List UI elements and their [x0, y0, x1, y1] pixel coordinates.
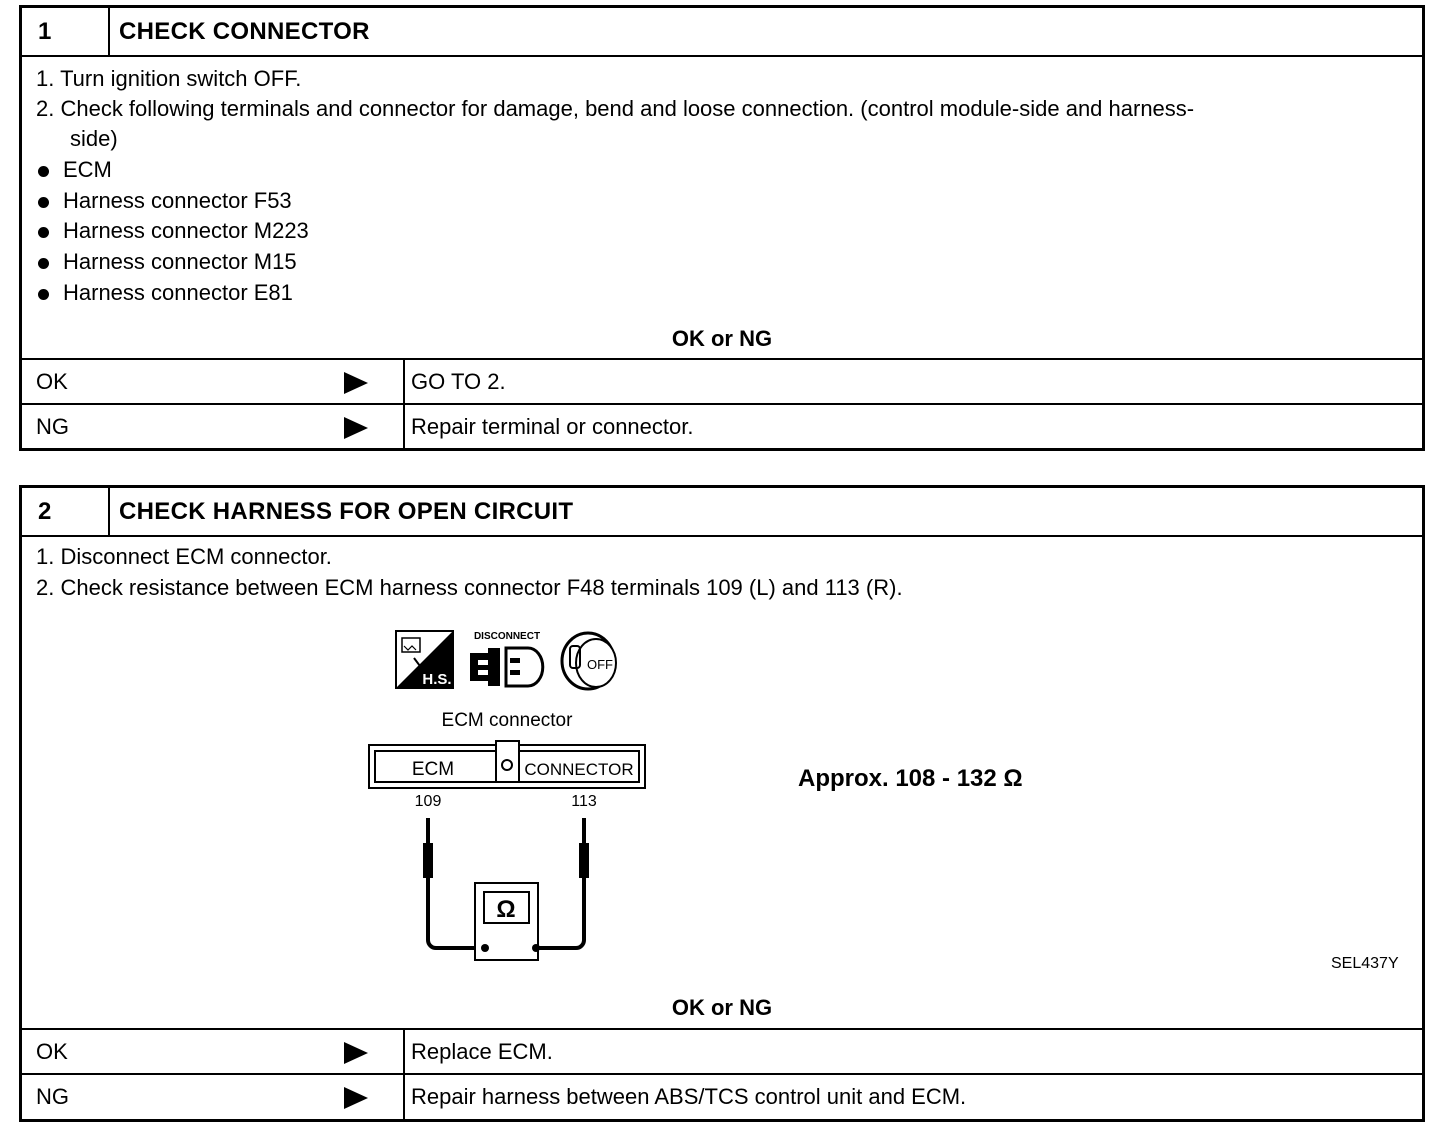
row-divider	[403, 1030, 405, 1074]
result-label: OK	[36, 1039, 68, 1064]
arrow-right-icon	[344, 1087, 368, 1109]
probe-tip-left	[423, 843, 433, 878]
step-1-title: CHECK CONNECTOR	[119, 18, 370, 45]
step-1-result-row-ok	[22, 358, 1422, 404]
bullet-icon	[38, 258, 49, 269]
step-1-instruction: 1. Turn ignition switch OFF.	[36, 66, 302, 91]
step-1-result-row-ng	[22, 403, 1422, 449]
off-label: OFF	[587, 657, 613, 672]
arrow-right-icon	[344, 372, 368, 394]
step-1-box	[19, 5, 1425, 451]
step-2-instruction: 2. Check resistance between ECM harness connector F48 terminals 109 (L) and 113 (R).	[36, 575, 903, 600]
figure-code: SEL437Y	[1331, 955, 1399, 972]
bullet-icon	[38, 197, 49, 208]
hs-label: H.S.	[422, 671, 452, 688]
step-1-bullet-item: ECM	[63, 157, 112, 182]
bullet-icon	[38, 289, 49, 300]
result-label: NG	[36, 1084, 69, 1109]
ignition-off-icon	[562, 633, 616, 689]
step-2-ok-or-ng: OK or NG	[671, 995, 773, 1020]
result-action: Replace ECM.	[411, 1039, 553, 1064]
terminal-109-label: 109	[414, 793, 442, 810]
step-2-title: CHECK HARNESS FOR OPEN CIRCUIT	[119, 498, 574, 525]
step-1-instruction: 2. Check following terminals and connector for damage, bend and loose connection. (control module-side and harness-	[36, 96, 1195, 121]
row-divider	[403, 1075, 405, 1119]
step-1-bullet-item: Harness connector M15	[63, 249, 297, 274]
bullet-icon	[38, 166, 49, 177]
step-2-instruction: 1. Disconnect ECM connector.	[36, 544, 332, 569]
ecm-connector	[369, 741, 645, 788]
row-divider	[403, 405, 405, 449]
terminal-113-label: 113	[571, 793, 597, 810]
result-label: NG	[36, 414, 69, 439]
harness-side-icon	[396, 631, 453, 688]
disconnect-icon	[470, 631, 543, 686]
result-action: Repair harness between ABS/TCS control unit and ECM.	[411, 1084, 967, 1109]
row-divider	[403, 360, 405, 404]
ohmmeter-icon	[475, 883, 540, 960]
step-1-bullet-item: Harness connector F53	[63, 188, 292, 213]
meter-symbol: Ω	[496, 896, 516, 923]
step-1-number: 1	[22, 8, 110, 55]
result-action: GO TO 2.	[411, 369, 506, 394]
step-2-result-row-ng	[22, 1073, 1422, 1119]
arrow-right-icon	[344, 1042, 368, 1064]
step-1-instruction: side)	[70, 126, 118, 151]
step-1-header	[22, 8, 1422, 57]
arrow-right-icon	[344, 417, 368, 439]
result-action: Repair terminal or connector.	[411, 414, 694, 439]
connector-caption: ECM connector	[441, 710, 573, 731]
step-1-bullet-item: Harness connector E81	[63, 280, 293, 305]
result-label: OK	[36, 369, 68, 394]
step-1-bullet-item: Harness connector M223	[63, 218, 309, 243]
step-2-box	[19, 485, 1425, 1122]
connector-right-text: CONNECTOR	[524, 760, 634, 779]
connector-left-text: ECM	[411, 759, 455, 780]
step-2-number: 2	[22, 488, 110, 535]
resistance-spec: Approx. 108 - 132 Ω	[798, 765, 1023, 792]
ecm-connector-diagram	[22, 488, 1422, 1008]
probe-tip-right	[579, 843, 589, 878]
step-1-ok-or-ng: OK or NG	[671, 326, 773, 351]
bullet-icon	[38, 227, 49, 238]
disconnect-label: DISCONNECT	[473, 631, 541, 642]
step-2-result-row-ok	[22, 1028, 1422, 1074]
